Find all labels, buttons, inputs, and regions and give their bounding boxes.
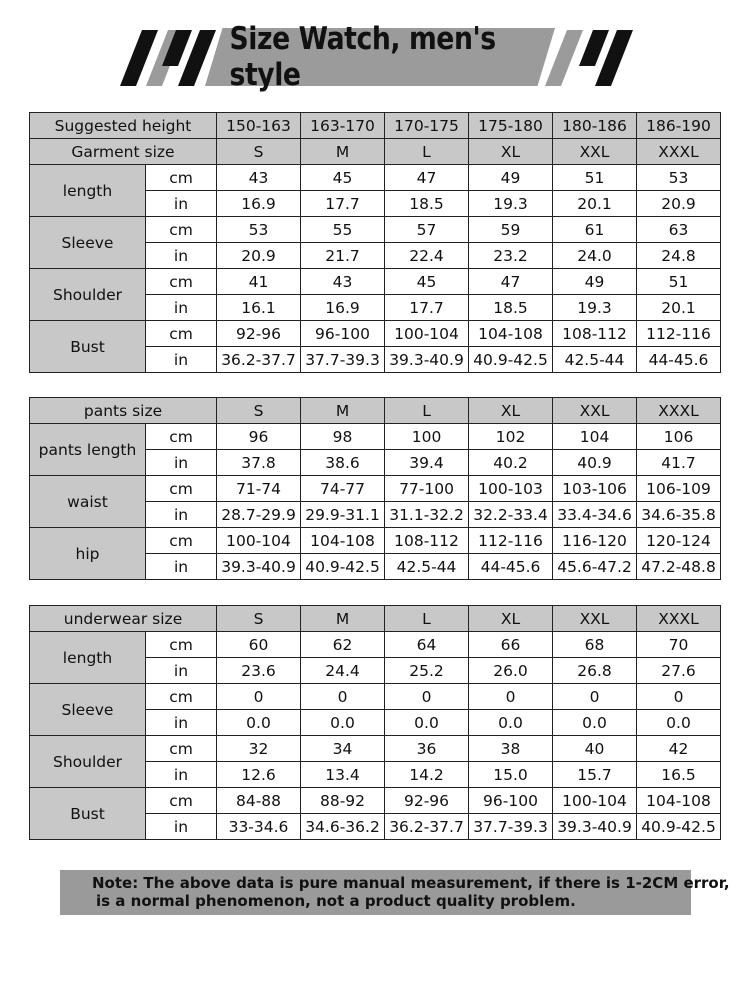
unit-label: cm — [146, 321, 217, 347]
measure-value: 0 — [553, 684, 637, 710]
measure-value: 60 — [217, 632, 301, 658]
table-row — [30, 606, 721, 632]
measure-label: Sleeve — [30, 684, 146, 736]
measure-value: 24.0 — [553, 243, 637, 269]
measure-value: 104-108 — [301, 528, 385, 554]
measure-value: 88-92 — [301, 788, 385, 814]
measure-value: 77-100 — [385, 476, 469, 502]
unit-label: cm — [146, 788, 217, 814]
measure-value: 51 — [553, 165, 637, 191]
measure-value: 39.3-40.9 — [217, 554, 301, 580]
tops-size-table — [29, 112, 721, 373]
measure-value: 96-100 — [469, 788, 553, 814]
measure-value: 59 — [469, 217, 553, 243]
table-row — [30, 321, 721, 347]
size-header: XXL — [553, 398, 637, 424]
table-row — [30, 788, 721, 814]
measure-value: 112-116 — [469, 528, 553, 554]
table-row — [30, 217, 721, 243]
table-row — [30, 528, 721, 554]
unit-label: cm — [146, 476, 217, 502]
measure-value: 0 — [385, 684, 469, 710]
underwear-size-table — [29, 605, 721, 840]
measure-value: 17.7 — [301, 191, 385, 217]
measure-label: pants length — [30, 424, 146, 476]
measure-value: 104 — [553, 424, 637, 450]
unit-label: in — [146, 450, 217, 476]
unit-label: in — [146, 295, 217, 321]
measure-value: 40.9 — [553, 450, 637, 476]
measure-value: 18.5 — [469, 295, 553, 321]
measure-value: 23.6 — [217, 658, 301, 684]
measure-value: 32 — [217, 736, 301, 762]
table-row — [30, 113, 721, 139]
measure-value: 100 — [385, 424, 469, 450]
measure-value: 26.0 — [469, 658, 553, 684]
measure-value: 22.4 — [385, 243, 469, 269]
measure-value: 20.9 — [637, 191, 721, 217]
measure-value: 63 — [637, 217, 721, 243]
stripe-dark-4 — [579, 30, 609, 66]
measure-value: 40.2 — [469, 450, 553, 476]
measure-value: 0 — [217, 684, 301, 710]
measure-label: length — [30, 165, 146, 217]
measure-value: 44-45.6 — [637, 347, 721, 373]
size-header: XL — [469, 398, 553, 424]
measure-value: 116-120 — [553, 528, 637, 554]
size-label: underwear size — [30, 606, 217, 632]
measure-value: 62 — [301, 632, 385, 658]
measure-value: 24.4 — [301, 658, 385, 684]
measure-value: 0.0 — [301, 710, 385, 736]
measure-value: 0.0 — [553, 710, 637, 736]
measure-value: 26.8 — [553, 658, 637, 684]
measure-value: 15.0 — [469, 762, 553, 788]
measure-value: 53 — [217, 217, 301, 243]
measure-value: 16.9 — [217, 191, 301, 217]
measure-value: 47.2-48.8 — [637, 554, 721, 580]
unit-label: cm — [146, 217, 217, 243]
measure-value: 13.4 — [301, 762, 385, 788]
page-title: Size Watch, men's style — [229, 21, 496, 93]
unit-label: cm — [146, 528, 217, 554]
measure-value: 28.7-29.9 — [217, 502, 301, 528]
unit-label: cm — [146, 269, 217, 295]
measure-value: 47 — [385, 165, 469, 191]
measure-value: 96-100 — [301, 321, 385, 347]
size-header: S — [217, 606, 301, 632]
measure-value: 68 — [553, 632, 637, 658]
measure-label: hip — [30, 528, 146, 580]
measure-label: length — [30, 632, 146, 684]
measure-value: 106-109 — [637, 476, 721, 502]
unit-label: cm — [146, 736, 217, 762]
measure-value: 20.9 — [217, 243, 301, 269]
table-row — [30, 736, 721, 762]
measure-value: 18.5 — [385, 191, 469, 217]
table-row — [30, 165, 721, 191]
measure-value: 41.7 — [637, 450, 721, 476]
note-line-1: Note: The above data is pure manual measurement, if there is 1-2CM error, — [92, 874, 730, 892]
measure-value: 36 — [385, 736, 469, 762]
measure-value: 39.3-40.9 — [385, 347, 469, 373]
table-row — [30, 139, 721, 165]
measure-value: 40.9-42.5 — [469, 347, 553, 373]
table-row — [30, 684, 721, 710]
measure-value: 57 — [385, 217, 469, 243]
unit-label: cm — [146, 632, 217, 658]
table-row — [30, 269, 721, 295]
measure-value: 31.1-32.2 — [385, 502, 469, 528]
measure-value: 0 — [469, 684, 553, 710]
unit-label: in — [146, 710, 217, 736]
measure-value: 42.5-44 — [553, 347, 637, 373]
size-header: L — [385, 139, 469, 165]
measure-value: 42.5-44 — [385, 554, 469, 580]
measure-value: 104-108 — [469, 321, 553, 347]
measure-value: 16.5 — [637, 762, 721, 788]
measure-value: 49 — [469, 165, 553, 191]
measure-value: 19.3 — [553, 295, 637, 321]
measure-value: 102 — [469, 424, 553, 450]
measure-value: 71-74 — [217, 476, 301, 502]
pants-size-table — [29, 397, 721, 580]
measure-value: 16.1 — [217, 295, 301, 321]
measure-value: 49 — [553, 269, 637, 295]
measure-value: 0 — [301, 684, 385, 710]
measure-value: 39.4 — [385, 450, 469, 476]
measure-value: 39.3-40.9 — [553, 814, 637, 840]
measure-value: 24.8 — [637, 243, 721, 269]
height-range: 150-163 — [217, 113, 301, 139]
unit-label: in — [146, 502, 217, 528]
height-range: 186-190 — [637, 113, 721, 139]
measure-value: 112-116 — [637, 321, 721, 347]
measure-value: 37.8 — [217, 450, 301, 476]
size-header: S — [217, 139, 301, 165]
measure-value: 36.2-37.7 — [217, 347, 301, 373]
measure-value: 98 — [301, 424, 385, 450]
measure-value: 34 — [301, 736, 385, 762]
right-stripes-icon — [545, 30, 635, 86]
measure-value: 38.6 — [301, 450, 385, 476]
table-row — [30, 632, 721, 658]
measure-label: Shoulder — [30, 269, 146, 321]
measure-value: 20.1 — [553, 191, 637, 217]
measure-value: 47 — [469, 269, 553, 295]
measure-value: 106 — [637, 424, 721, 450]
size-label: Garment size — [30, 139, 217, 165]
measure-value: 0.0 — [469, 710, 553, 736]
measure-value: 108-112 — [553, 321, 637, 347]
measure-value: 33.4-34.6 — [553, 502, 637, 528]
measure-value: 42 — [637, 736, 721, 762]
measure-value: 40 — [553, 736, 637, 762]
size-header: XXXL — [637, 139, 721, 165]
measure-value: 100-103 — [469, 476, 553, 502]
size-header: M — [301, 606, 385, 632]
measure-value: 64 — [385, 632, 469, 658]
measure-value: 17.7 — [385, 295, 469, 321]
title-banner — [0, 0, 750, 100]
height-range: 175-180 — [469, 113, 553, 139]
measure-value: 0.0 — [385, 710, 469, 736]
unit-label: in — [146, 762, 217, 788]
measure-value: 36.2-37.7 — [385, 814, 469, 840]
measure-value: 0.0 — [637, 710, 721, 736]
measure-value: 25.2 — [385, 658, 469, 684]
measure-value: 40.9-42.5 — [637, 814, 721, 840]
measure-value: 84-88 — [217, 788, 301, 814]
size-header: XL — [469, 606, 553, 632]
size-label: pants size — [30, 398, 217, 424]
note-line-2: is a normal phenomenon, not a product quality problem. — [96, 892, 576, 910]
size-header: M — [301, 139, 385, 165]
measure-value: 92-96 — [217, 321, 301, 347]
measure-value: 104-108 — [637, 788, 721, 814]
measure-value: 61 — [553, 217, 637, 243]
unit-label: cm — [146, 684, 217, 710]
size-header: XL — [469, 139, 553, 165]
measure-value: 16.9 — [301, 295, 385, 321]
measure-value: 40.9-42.5 — [301, 554, 385, 580]
table-row — [30, 424, 721, 450]
size-header: XXL — [553, 139, 637, 165]
measure-value: 100-104 — [385, 321, 469, 347]
measure-value: 27.6 — [637, 658, 721, 684]
measure-value: 100-104 — [553, 788, 637, 814]
measure-value: 19.3 — [469, 191, 553, 217]
measure-value: 14.2 — [385, 762, 469, 788]
table-row — [30, 476, 721, 502]
unit-label: cm — [146, 165, 217, 191]
size-header: M — [301, 398, 385, 424]
measure-value: 20.1 — [637, 295, 721, 321]
size-header: XXXL — [637, 398, 721, 424]
measure-value: 34.6-35.8 — [637, 502, 721, 528]
unit-label: cm — [146, 424, 217, 450]
measure-label: Bust — [30, 321, 146, 373]
size-header: XXL — [553, 606, 637, 632]
measure-value: 0.0 — [217, 710, 301, 736]
measure-label: waist — [30, 476, 146, 528]
height-range: 180-186 — [553, 113, 637, 139]
measure-value: 41 — [217, 269, 301, 295]
height-label: Suggested height — [30, 113, 217, 139]
height-range: 170-175 — [385, 113, 469, 139]
measure-value: 108-112 — [385, 528, 469, 554]
measure-value: 43 — [217, 165, 301, 191]
measure-value: 15.7 — [553, 762, 637, 788]
measure-value: 120-124 — [637, 528, 721, 554]
left-stripes-icon — [120, 30, 220, 86]
measure-value: 44-45.6 — [469, 554, 553, 580]
measure-value: 33-34.6 — [217, 814, 301, 840]
measure-value: 0 — [637, 684, 721, 710]
size-header: L — [385, 398, 469, 424]
size-header: L — [385, 606, 469, 632]
measure-value: 96 — [217, 424, 301, 450]
height-range: 163-170 — [301, 113, 385, 139]
measure-value: 43 — [301, 269, 385, 295]
measurement-note — [60, 870, 730, 915]
measure-value: 103-106 — [553, 476, 637, 502]
stripe-gray-2 — [545, 30, 583, 86]
table-row — [30, 398, 721, 424]
measure-value: 37.7-39.3 — [301, 347, 385, 373]
unit-label: in — [146, 191, 217, 217]
measure-value: 23.2 — [469, 243, 553, 269]
measure-value: 29.9-31.1 — [301, 502, 385, 528]
unit-label: in — [146, 814, 217, 840]
measure-value: 37.7-39.3 — [469, 814, 553, 840]
measure-value: 32.2-33.4 — [469, 502, 553, 528]
measure-label: Sleeve — [30, 217, 146, 269]
measure-value: 45 — [301, 165, 385, 191]
measure-value: 34.6-36.2 — [301, 814, 385, 840]
measure-value: 12.6 — [217, 762, 301, 788]
measure-value: 45.6-47.2 — [553, 554, 637, 580]
unit-label: in — [146, 554, 217, 580]
measure-value: 21.7 — [301, 243, 385, 269]
measure-value: 74-77 — [301, 476, 385, 502]
unit-label: in — [146, 347, 217, 373]
measure-value: 100-104 — [217, 528, 301, 554]
measure-value: 45 — [385, 269, 469, 295]
measure-value: 66 — [469, 632, 553, 658]
measure-value: 53 — [637, 165, 721, 191]
measure-value: 38 — [469, 736, 553, 762]
unit-label: in — [146, 243, 217, 269]
measure-value: 51 — [637, 269, 721, 295]
unit-label: in — [146, 658, 217, 684]
size-header: XXXL — [637, 606, 721, 632]
measure-value: 70 — [637, 632, 721, 658]
measure-label: Shoulder — [30, 736, 146, 788]
measure-value: 55 — [301, 217, 385, 243]
measure-value: 92-96 — [385, 788, 469, 814]
measure-label: Bust — [30, 788, 146, 840]
size-header: S — [217, 398, 301, 424]
